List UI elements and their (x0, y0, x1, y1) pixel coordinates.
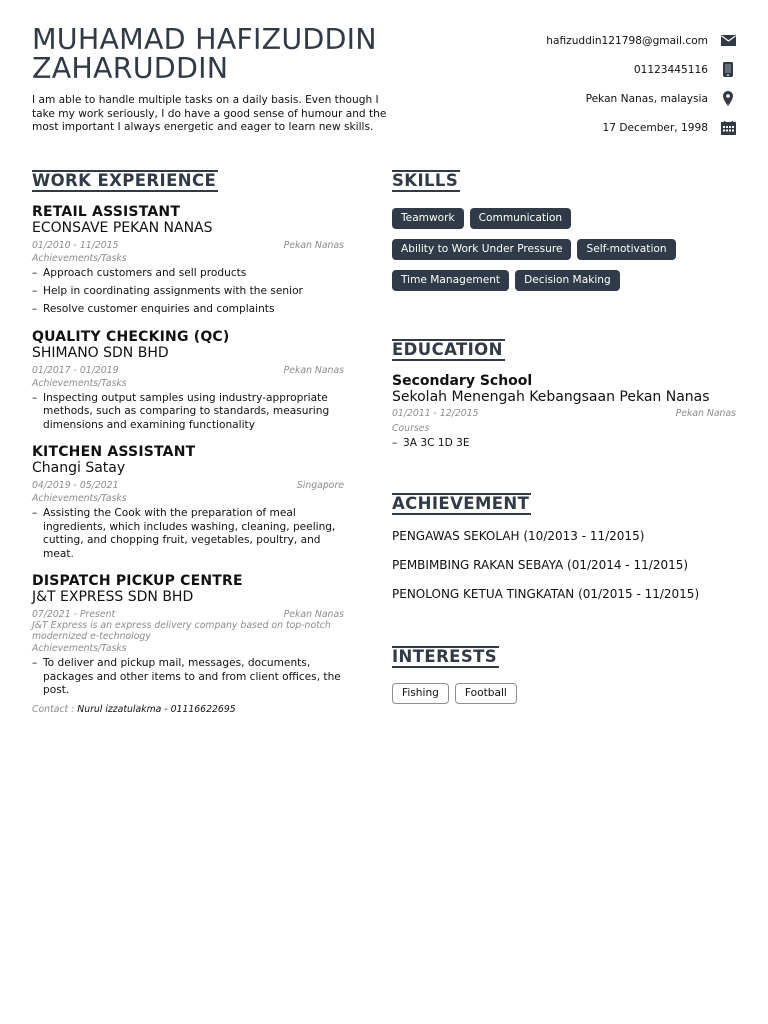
tasks-label: Achievements/Tasks (32, 643, 127, 654)
tasks-label: Achievements/Tasks (32, 253, 127, 264)
company-description: J&T Express is an express delivery company based on top-notch modernized e-technology (32, 620, 331, 642)
job-dates: 01/2010 - 11/2015 (32, 240, 119, 251)
achievement-item: PENGAWAS SEKOLAH (10/2013 - 11/2015) (392, 529, 645, 543)
achievement-list (392, 529, 736, 601)
school-name: Sekolah Menengah Kebangsaan Pekan Nanas (392, 389, 710, 405)
job-title: QUALITY CHECKING (QC) (32, 328, 230, 345)
calendar-icon (720, 120, 736, 136)
skill-tag: Communication (470, 208, 572, 229)
job-meta (32, 480, 344, 492)
achievement-item: PENOLONG KETUA TINGKATAN (01/2015 - 11/2015) (392, 587, 700, 601)
education-meta (392, 408, 736, 420)
job-meta (32, 240, 344, 252)
education-level: Secondary School (392, 373, 533, 389)
job-entry (32, 329, 344, 433)
skills-heading: SKILLS (392, 171, 459, 190)
skill-tag: Ability to Work Under Pressure (392, 239, 571, 260)
skill-tag: Decision Making (515, 270, 620, 291)
skill-tag: Time Management (392, 270, 509, 291)
skills-list (392, 208, 736, 301)
job-dates: 01/2017 - 01/2019 (32, 364, 119, 376)
candidate-name: MUHAMAD HAFIZUDDIN ZAHARUDDIN (32, 23, 377, 85)
contact-phone (456, 55, 736, 84)
task-list (32, 507, 344, 561)
education-heading: EDUCATION (392, 340, 503, 359)
task-item: – Assisting the Cook with the preparation of meal ingredients, which includes washing, cleaning, peeling, cutting, and chopping fruit, vegetables, poultry, and meat. (32, 507, 344, 561)
job-company: J&T EXPRESS SDN BHD (32, 589, 194, 605)
job-title: DISPATCH PICKUP CENTRE (32, 573, 243, 589)
task-list (32, 392, 344, 433)
job-meta (32, 365, 344, 377)
course-item: – 3A 3C 1D 3E (392, 437, 736, 451)
education-location: Pekan Nanas (675, 408, 736, 419)
tasks-label: Achievements/Tasks (32, 493, 127, 504)
phone-icon (720, 62, 736, 78)
envelope-icon (720, 33, 736, 49)
right-column (392, 170, 736, 714)
task-item: – Help in coordinating assignments with the senior (32, 285, 344, 299)
reference-label: Contact : (32, 703, 75, 715)
skill-tag: Self-motivation (577, 239, 675, 260)
job-title: KITCHEN ASSISTANT (32, 444, 196, 460)
job-company: SHIMANO SDN BHD (32, 344, 169, 361)
skill-tag: Teamwork (392, 208, 464, 229)
achievement-heading: ACHIEVEMENT (392, 494, 530, 513)
job-dates: 04/2019 - 05/2021 (32, 480, 119, 491)
interests-heading: INTERESTS (392, 647, 498, 666)
task-list (32, 267, 344, 317)
job-entry (32, 444, 344, 561)
interest-tag: Fishing (392, 683, 449, 704)
courses-label: Courses (392, 423, 430, 434)
contact-location (456, 84, 736, 113)
tasks-label: Achievements/Tasks (32, 377, 127, 389)
task-item: – To deliver and pickup mail, messages, documents, packages and other items to and from client offices, the post. (32, 657, 344, 698)
job-location: Pekan Nanas (283, 240, 344, 251)
job-title: RETAIL ASSISTANT (32, 204, 181, 220)
left-column (32, 170, 344, 715)
contact-info (456, 26, 736, 142)
reference-contact (32, 704, 344, 715)
phone-text: 01123445116 (633, 63, 708, 76)
interest-tag: Football (455, 683, 517, 704)
location-text: Pekan Nanas, malaysia (585, 92, 708, 105)
job-location: Pekan Nanas (283, 364, 344, 376)
task-list (32, 657, 344, 698)
job-entry (32, 573, 344, 715)
contact-email (456, 26, 736, 55)
task-item: – Inspecting output samples using industry-appropriate methods, such as comparing to standards, measuring dimensions and examining functionality (32, 392, 344, 433)
job-entry (32, 204, 344, 317)
profile-summary: I am able to handle multiple tasks on a daily basis. Even though I take my work seriously, I do have a good sense of humour and the most important I always energetic and eager to learn new skills. (32, 94, 387, 133)
contact-birthday (456, 113, 736, 142)
job-company: ECONSAVE PEKAN NANAS (32, 220, 213, 236)
courses-list (392, 437, 736, 451)
email-text[interactable]: hafizuddin121798@gmail.com (546, 34, 708, 47)
task-item: – Resolve customer enquiries and complaints (32, 303, 344, 317)
education-dates: 01/2011 - 12/2015 (392, 408, 479, 419)
interests-list (392, 683, 736, 714)
location-pin-icon (720, 91, 736, 107)
education-entry (392, 373, 736, 451)
job-company: Changi Satay (32, 460, 126, 476)
job-location: Singapore (296, 480, 344, 491)
job-location: Pekan Nanas (283, 609, 344, 620)
job-dates: 07/2021 - Present (32, 609, 116, 620)
work-experience-heading: WORK EXPERIENCE (32, 171, 217, 190)
task-item: – Approach customers and sell products (32, 267, 344, 281)
reference-value: Nurul izzatulakma - 01116622695 (77, 703, 236, 715)
achievement-item: PEMBIMBING RAKAN SEBAYA (01/2014 - 11/2015) (392, 558, 689, 572)
birthday-text: 17 December, 1998 (602, 121, 708, 134)
